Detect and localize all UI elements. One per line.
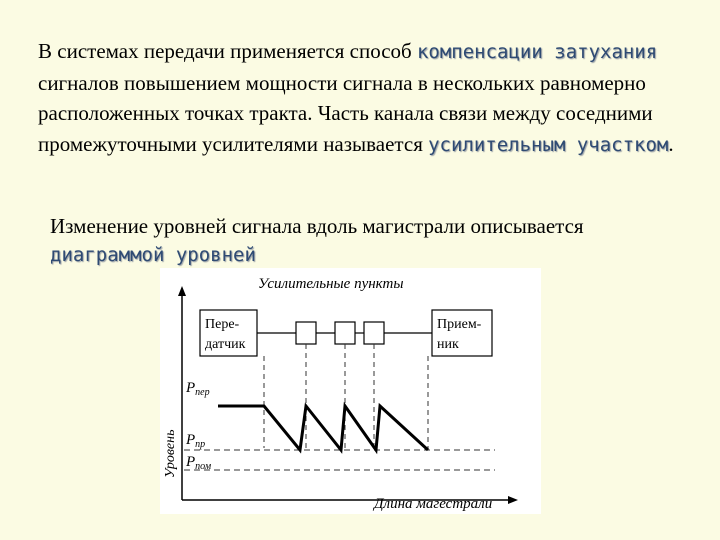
p-noise-label: $P_{пом}$ — [186, 454, 212, 472]
receiver-label-line2: ник — [437, 337, 459, 352]
amplifier-box-1 — [296, 322, 316, 344]
y-axis-arrow — [178, 286, 186, 296]
x-axis-label: Длина магестрали — [374, 496, 493, 512]
transmitter-label-line2: датчик — [205, 337, 246, 352]
amplifier-box-2 — [335, 322, 355, 344]
paragraph-text: сигналов повышением мощности сигнала в нескольких равномерно расположенных точках тракта. Часть канала связи между соседними промежуточными усилителями называется — [38, 70, 653, 156]
amplifier-box-3 — [364, 322, 384, 344]
horizontal-dashed-lines — [184, 450, 495, 470]
paragraph-level-diagram — [50, 212, 690, 269]
transmitter-label-line1: Пере- — [205, 317, 240, 332]
paragraph-compensation — [38, 36, 698, 160]
receiver-label-line1: Прием- — [437, 317, 482, 332]
signal-level-curve — [218, 406, 428, 450]
paragraph-text: Изменение уровней сигнала вдоль магистрали описывается — [50, 214, 584, 238]
term-attenuation-compensation: компенсации затухания — [416, 41, 658, 63]
paragraph-text: В системах передачи применяется способ — [38, 39, 417, 63]
level-diagram — [160, 268, 541, 514]
term-level-diagram: диаграммой уровней — [50, 244, 256, 266]
y-axis-label: Уровень — [163, 429, 178, 478]
paragraph-text: . — [668, 131, 674, 156]
x-axis-arrow — [508, 496, 518, 504]
p-out-label: $P_{пер}$ — [186, 380, 210, 398]
level-diagram-figure — [160, 268, 541, 514]
amplifier-points-label: Усилительные пункты — [258, 276, 404, 292]
p-in-label: $P_{пр}$ — [186, 432, 206, 450]
term-amplifier-section: усилительным участком — [428, 133, 669, 156]
